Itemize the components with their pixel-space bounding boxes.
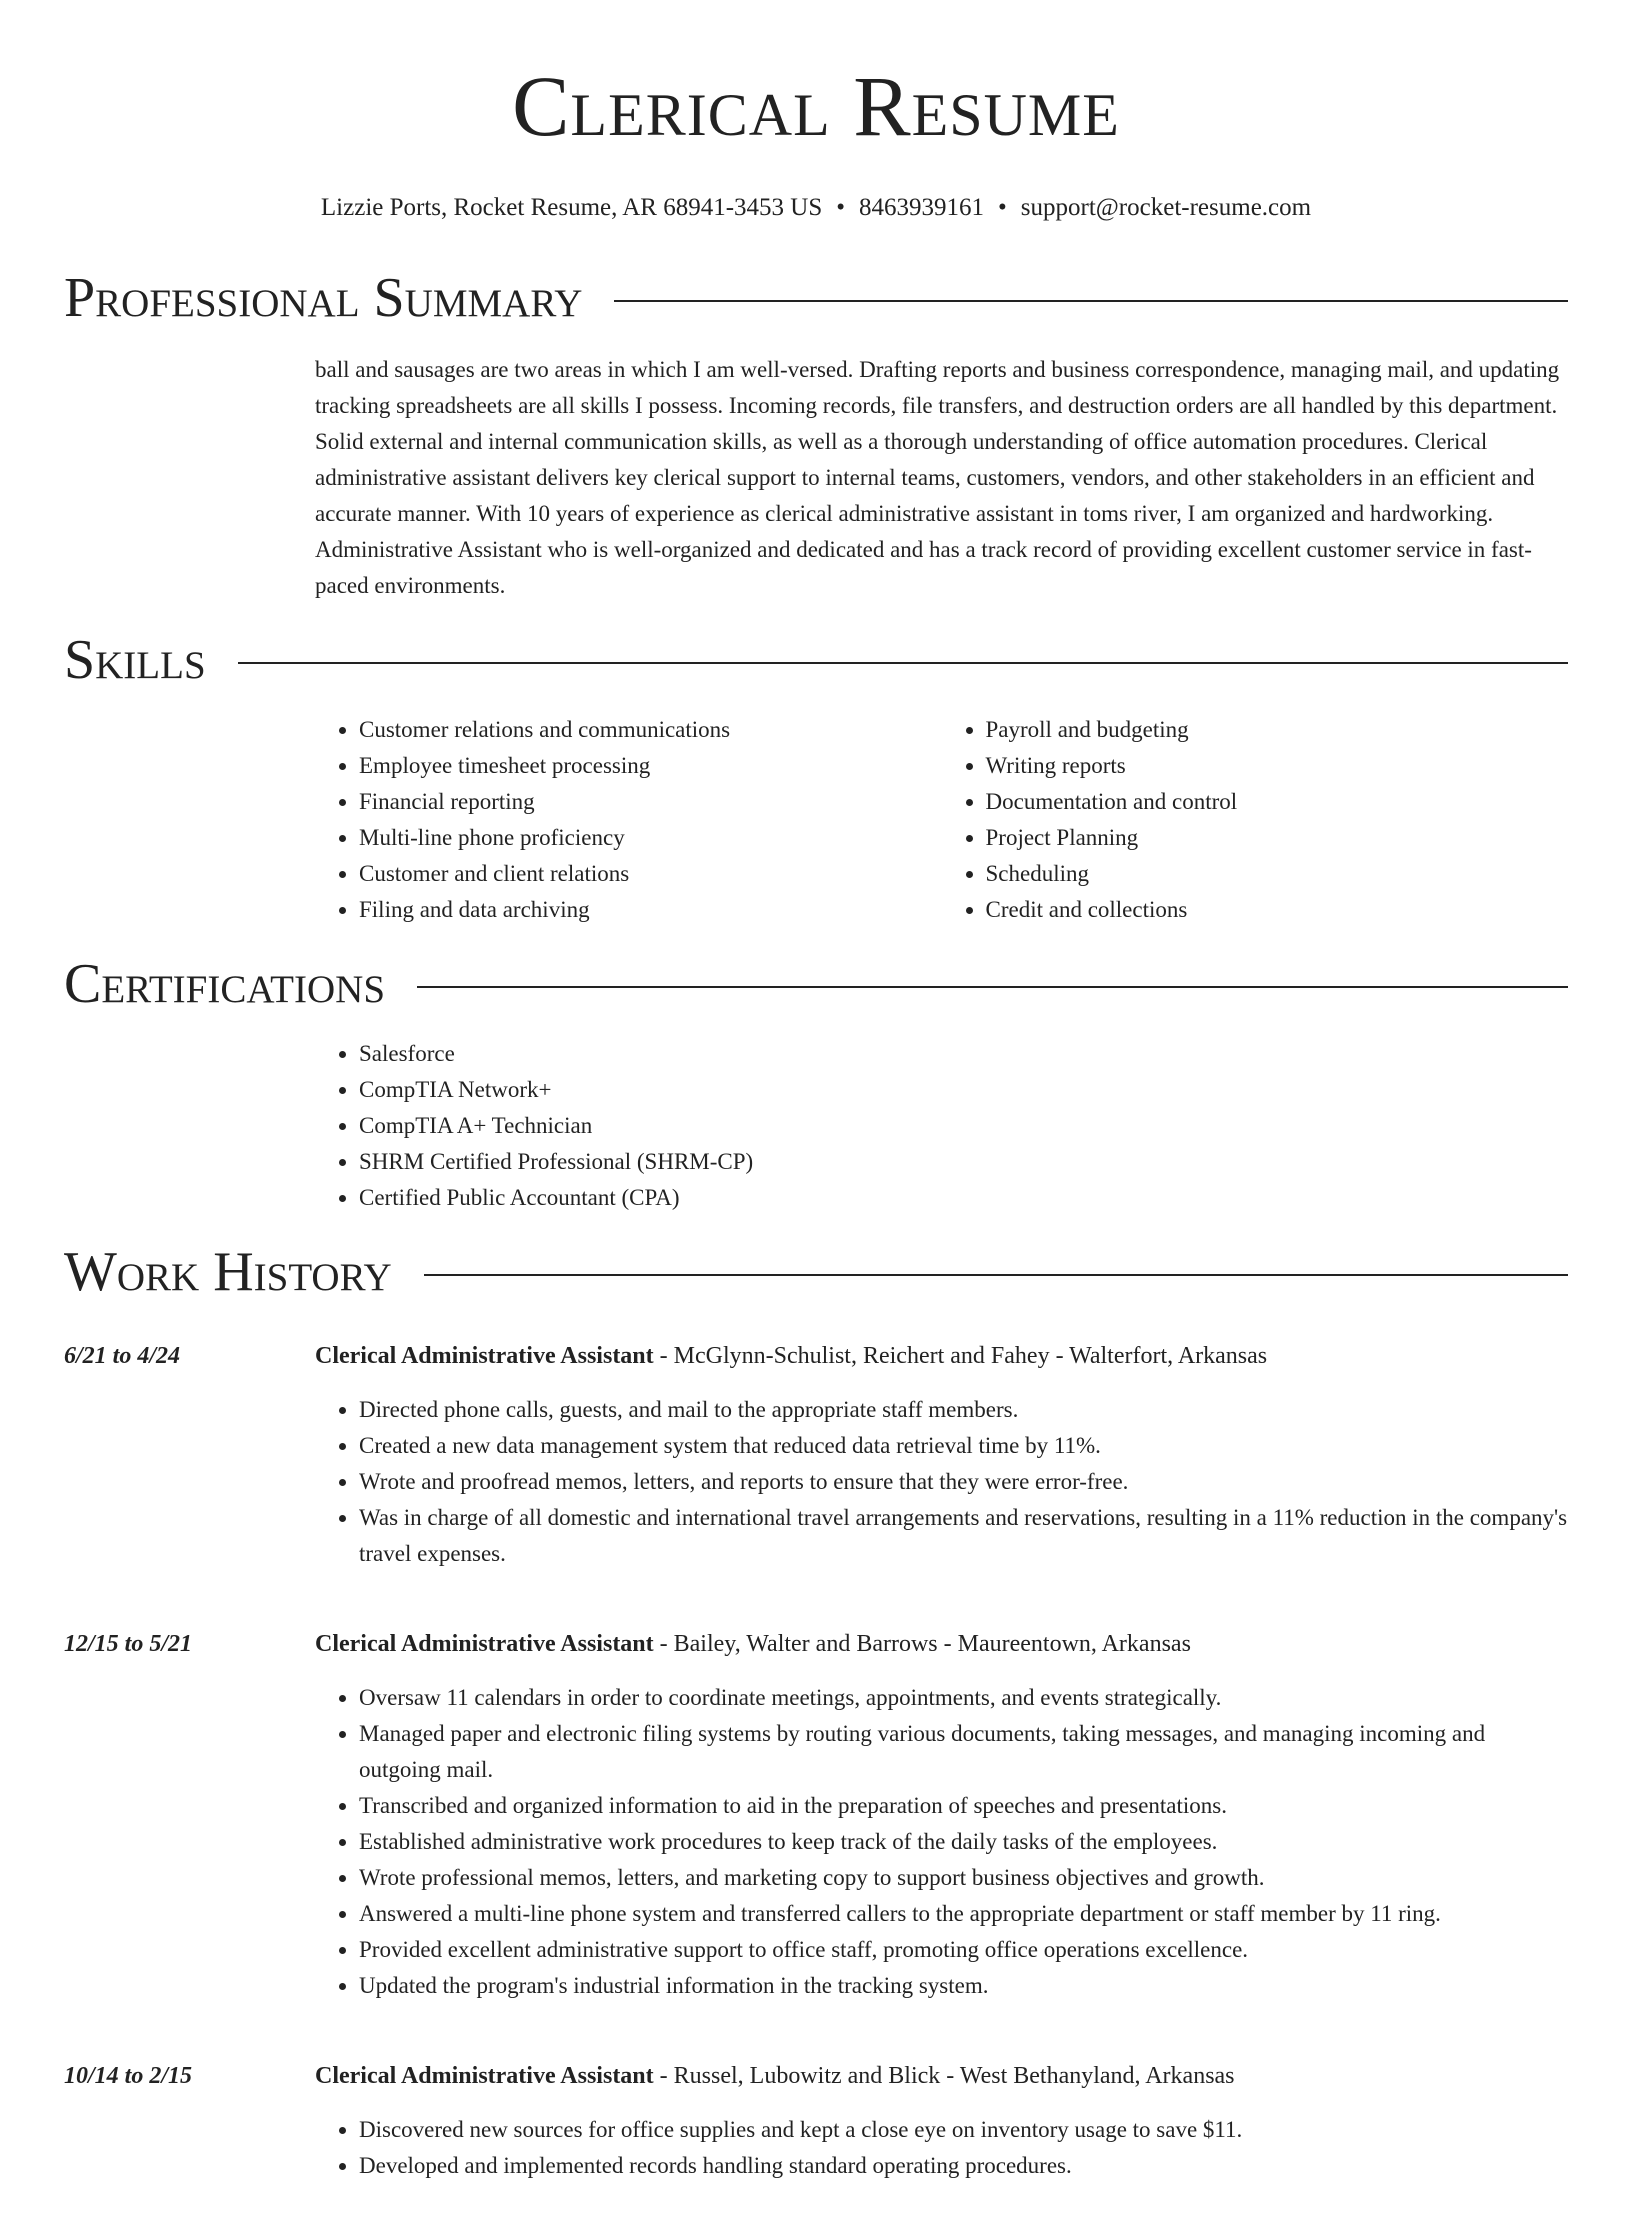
certification-item: • Certified Public Accountant (CPA) xyxy=(359,1180,1568,1216)
skill-item: • Scheduling xyxy=(986,856,1569,892)
job-dates: 6/21 to 4/24 xyxy=(64,1343,181,1369)
job-body xyxy=(315,1626,1568,2038)
job-role: Clerical Administrative Assistant xyxy=(315,1343,654,1369)
job-entry xyxy=(64,1626,1568,2038)
job-body xyxy=(315,1338,1568,1606)
job-bullet: • Directed phone calls, guests, and mail to the appropriate staff members. xyxy=(359,1392,1568,1428)
job-bullet: • Transcribed and organized information to aid in the preparation of speeches and presentations. xyxy=(359,1788,1568,1824)
skill-item: • Multi-line phone proficiency xyxy=(359,820,942,856)
contact-address: Lizzie Ports, Rocket Resume, AR 68941-3453 US xyxy=(320,194,823,221)
skill-item: • Filing and data archiving xyxy=(359,892,942,928)
job-bullet: • Oversaw 11 calendars in order to coordinate meetings, appointments, and events strategically. xyxy=(359,1680,1568,1716)
skills-column-right xyxy=(942,712,1569,928)
skill-item: • Payroll and budgeting xyxy=(986,712,1569,748)
section-divider xyxy=(424,1274,1568,1276)
job-employer: - Bailey, Walter and Barrows - Maureentown, Arkansas xyxy=(653,1631,1191,1657)
job-heading xyxy=(315,1338,1568,1374)
skills-section-header xyxy=(64,628,1568,692)
skill-item: • Credit and collections xyxy=(986,892,1569,928)
contact-separator: • xyxy=(836,194,846,221)
certification-item: • CompTIA Network+ xyxy=(359,1072,1568,1108)
skill-item: • Financial reporting xyxy=(359,784,942,820)
certifications-heading: Certifications xyxy=(64,953,386,1015)
job-bullet: • Wrote and proofread memos, letters, and reports to ensure that they were error-free. xyxy=(359,1464,1568,1500)
certification-item: • Salesforce xyxy=(359,1036,1568,1072)
skill-item: • Employee timesheet processing xyxy=(359,748,942,784)
work-section-header xyxy=(64,1240,1568,1304)
work-history-list xyxy=(64,1338,1568,2218)
skills-heading: Skills xyxy=(64,629,206,691)
job-role: Clerical Administrative Assistant xyxy=(315,2063,654,2089)
job-bullet: • Created a new data management system that reduced data retrieval time by 11%. xyxy=(359,1428,1568,1464)
job-dates: 10/14 to 2/15 xyxy=(64,2063,193,2089)
resume-title: Clerical Resume xyxy=(512,58,1120,154)
section-divider xyxy=(417,986,1568,988)
skill-item: • Writing reports xyxy=(986,748,1569,784)
job-heading xyxy=(315,1626,1568,1662)
contact-phone: 8463939161 xyxy=(859,194,985,221)
certifications-section-header xyxy=(64,952,1568,1016)
job-entry xyxy=(64,2058,1568,2218)
job-bullets xyxy=(315,2112,1568,2184)
skill-item: • Customer relations and communications xyxy=(359,712,942,748)
job-bullets xyxy=(315,1680,1568,2004)
contact-line xyxy=(64,192,1568,224)
skills-column-left xyxy=(315,712,942,928)
summary-section-header xyxy=(64,266,1568,330)
skills-list xyxy=(315,712,1568,928)
certification-item: • SHRM Certified Professional (SHRM-CP) xyxy=(359,1144,1568,1180)
job-bullet: • Managed paper and electronic filing systems by routing various documents, taking messages, and managing incoming and outgoing mail. xyxy=(359,1716,1568,1788)
job-bullet: • Discovered new sources for office supplies and kept a close eye on inventory usage to save $11. xyxy=(359,2112,1568,2148)
job-body xyxy=(315,2058,1568,2218)
job-employer: - McGlynn-Schulist, Reichert and Fahey - Walterfort, Arkansas xyxy=(653,1343,1268,1369)
work-heading: Work History xyxy=(64,1241,392,1303)
job-bullet: • Established administrative work procedures to keep track of the daily tasks of the employees. xyxy=(359,1824,1568,1860)
section-divider xyxy=(238,662,1568,664)
job-bullet: • Was in charge of all domestic and international travel arrangements and reservations, resulting in a 11% reduction in the company's travel expenses. xyxy=(359,1500,1568,1572)
contact-email: support@rocket-resume.com xyxy=(1020,194,1312,221)
summary-heading: Professional Summary xyxy=(64,267,583,329)
skill-item: • Documentation and control xyxy=(986,784,1569,820)
job-heading xyxy=(315,2058,1568,2094)
certifications-list xyxy=(315,1036,1568,1216)
job-bullets xyxy=(315,1392,1568,1572)
job-bullet: • Updated the program's industrial information in the tracking system. xyxy=(359,1968,1568,2004)
job-bullet: • Provided excellent administrative support to office staff, promoting office operations excellence. xyxy=(359,1932,1568,1968)
job-employer: - Russel, Lubowitz and Blick - West Bethanyland, Arkansas xyxy=(653,2063,1235,2089)
job-bullet: • Answered a multi-line phone system and transferred callers to the appropriate department or staff member by 11 ring. xyxy=(359,1896,1568,1932)
contact-separator: • xyxy=(998,194,1007,221)
skill-item: • Customer and client relations xyxy=(359,856,942,892)
job-dates: 12/15 to 5/21 xyxy=(64,1631,193,1657)
certification-item: • CompTIA A+ Technician xyxy=(359,1108,1568,1144)
skill-item: • Project Planning xyxy=(986,820,1569,856)
job-bullet: • Wrote professional memos, letters, and marketing copy to support business objectives and growth. xyxy=(359,1860,1568,1896)
job-role: Clerical Administrative Assistant xyxy=(315,1631,654,1657)
job-entry xyxy=(64,1338,1568,1606)
job-bullet: • Developed and implemented records handling standard operating procedures. xyxy=(359,2148,1568,2184)
summary-text: ball and sausages are two areas in which I am well-versed. Drafting reports and business correspondence, managing mail, and updating tracking spreadsheets are all skills I possess. Incoming records, file transfers, and destruction orders are all handled by this department. Solid external and internal communication skills, as well as a thorough understanding of office automation procedures. Clerical administrative assistant delivers key clerical support to internal teams, customers, vendors, and other stakeholders in an efficient and accurate manner. With 10 years of experience as clerical administrative assistant in toms river, I am organized and hardworking. Administrative Assistant who is well-organized and dedicated and has a track record of providing excellent customer service in fast-paced environments. xyxy=(315,357,1560,598)
section-divider xyxy=(614,300,1568,302)
